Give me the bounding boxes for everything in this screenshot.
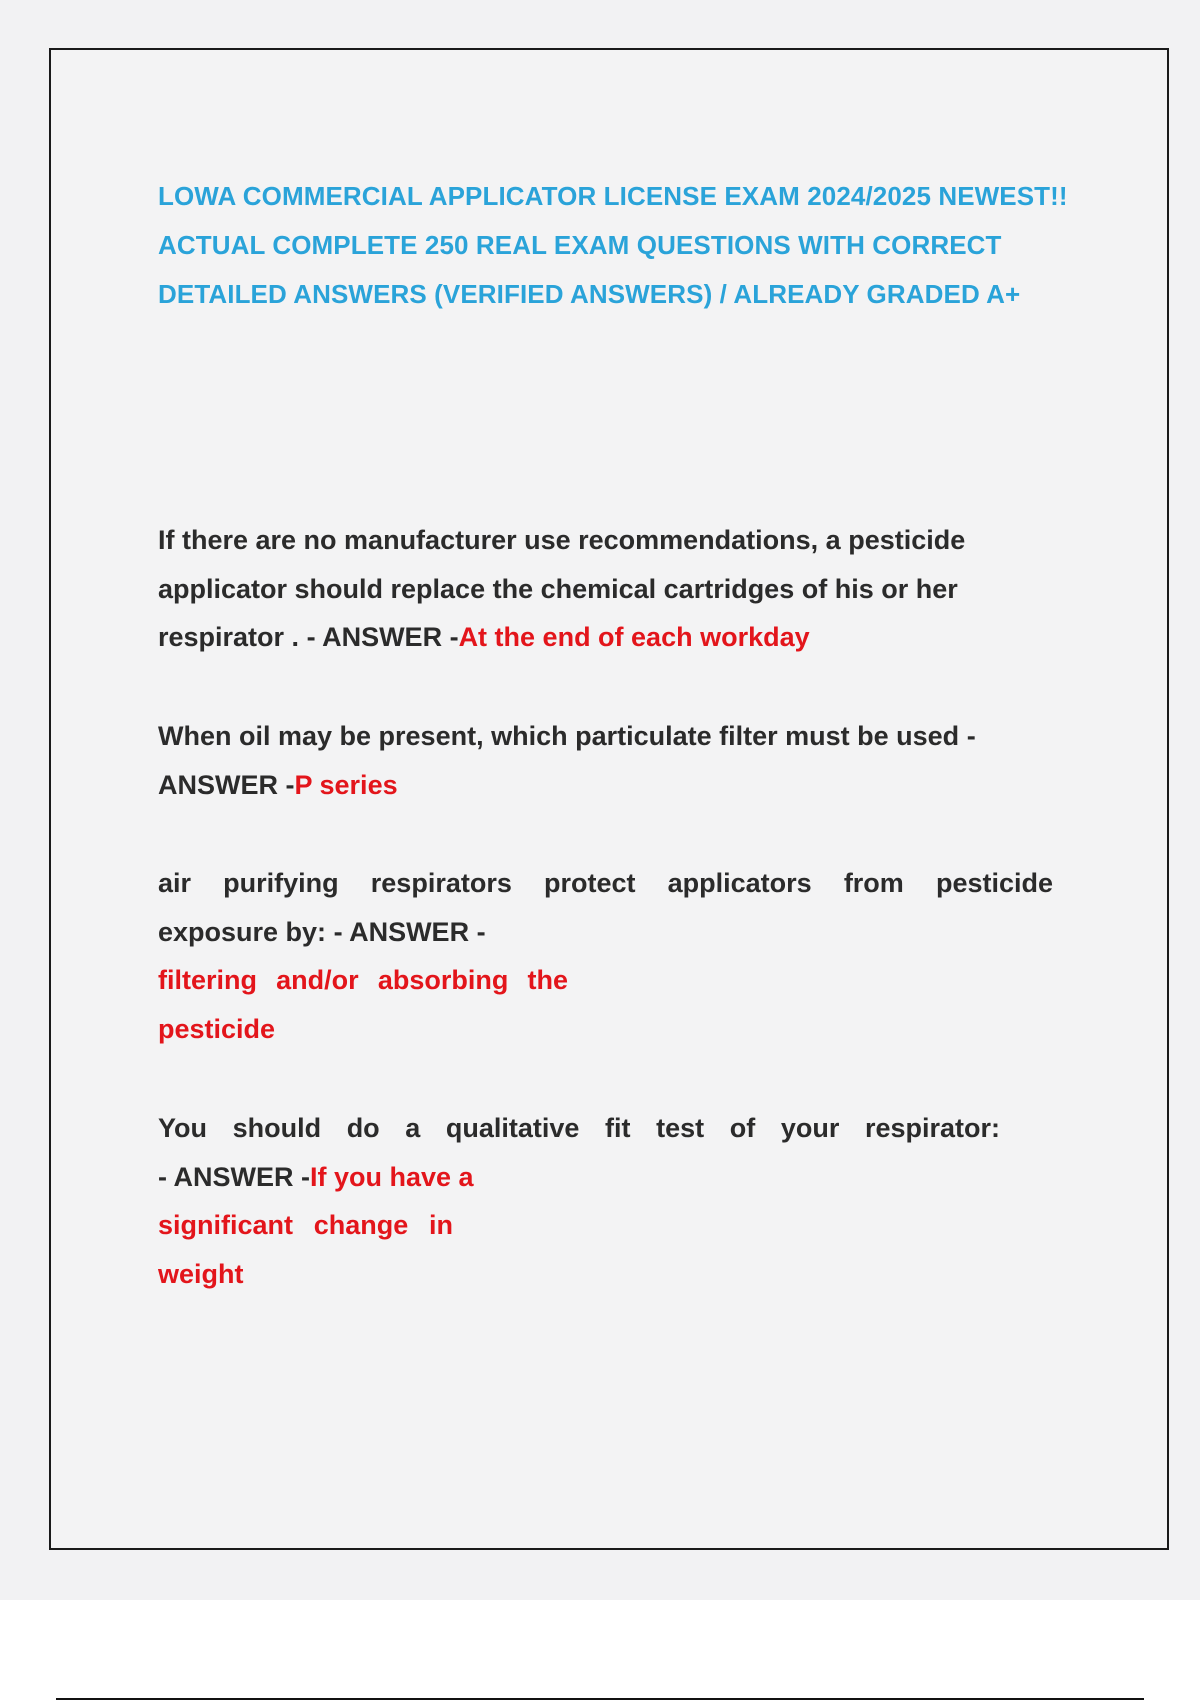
answer-text: P series bbox=[294, 769, 398, 800]
answer-prefix: - ANSWER - bbox=[158, 721, 976, 800]
answer-prefix: - ANSWER - bbox=[333, 916, 486, 947]
qa-item-4 bbox=[158, 1104, 1000, 1298]
answer-text-line-2: significant change in bbox=[158, 1210, 453, 1240]
question-text-line-2: exposure by: bbox=[158, 916, 327, 947]
qa-item-1 bbox=[158, 516, 1028, 662]
qa-item-3 bbox=[158, 859, 1053, 1053]
answer-prefix: - ANSWER - bbox=[306, 622, 459, 652]
page-bottom-area bbox=[0, 1600, 1200, 1700]
answer-text-line-1: filtering and/or absorbing the bbox=[158, 965, 568, 995]
answer-text-line-1: If you have a bbox=[309, 1161, 474, 1192]
question-text-line-1: You should do a qualitative fit test of your respirator: bbox=[158, 1113, 1000, 1143]
question-text-line-1: air purifying respirators protect applicators from pesticide bbox=[158, 868, 1053, 898]
answer-text-line-3: weight bbox=[158, 1258, 244, 1289]
qa-item-2 bbox=[158, 712, 1028, 809]
answer-text-line-2: pesticide bbox=[158, 1013, 276, 1044]
document-title: LOWA COMMERCIAL APPLICATOR LICENSE EXAM 2024/2025 NEWEST!! ACTUAL COMPLETE 250 REAL EXAM QUESTIONS WITH CORRECT DETAILED ANSWERS (VERIFIED ANSWERS) / ALREADY GRADED A+ bbox=[158, 181, 1068, 309]
question-text: If there are no manufacturer use recommendations, a pesticide applicator should replace the chemical cartridges of his or her respirator . bbox=[158, 525, 966, 652]
answer-text: At the end of each workday bbox=[458, 622, 810, 652]
answer-prefix: - ANSWER - bbox=[158, 1161, 310, 1192]
question-text: When oil may be present, which particulate filter must be used bbox=[158, 721, 960, 751]
